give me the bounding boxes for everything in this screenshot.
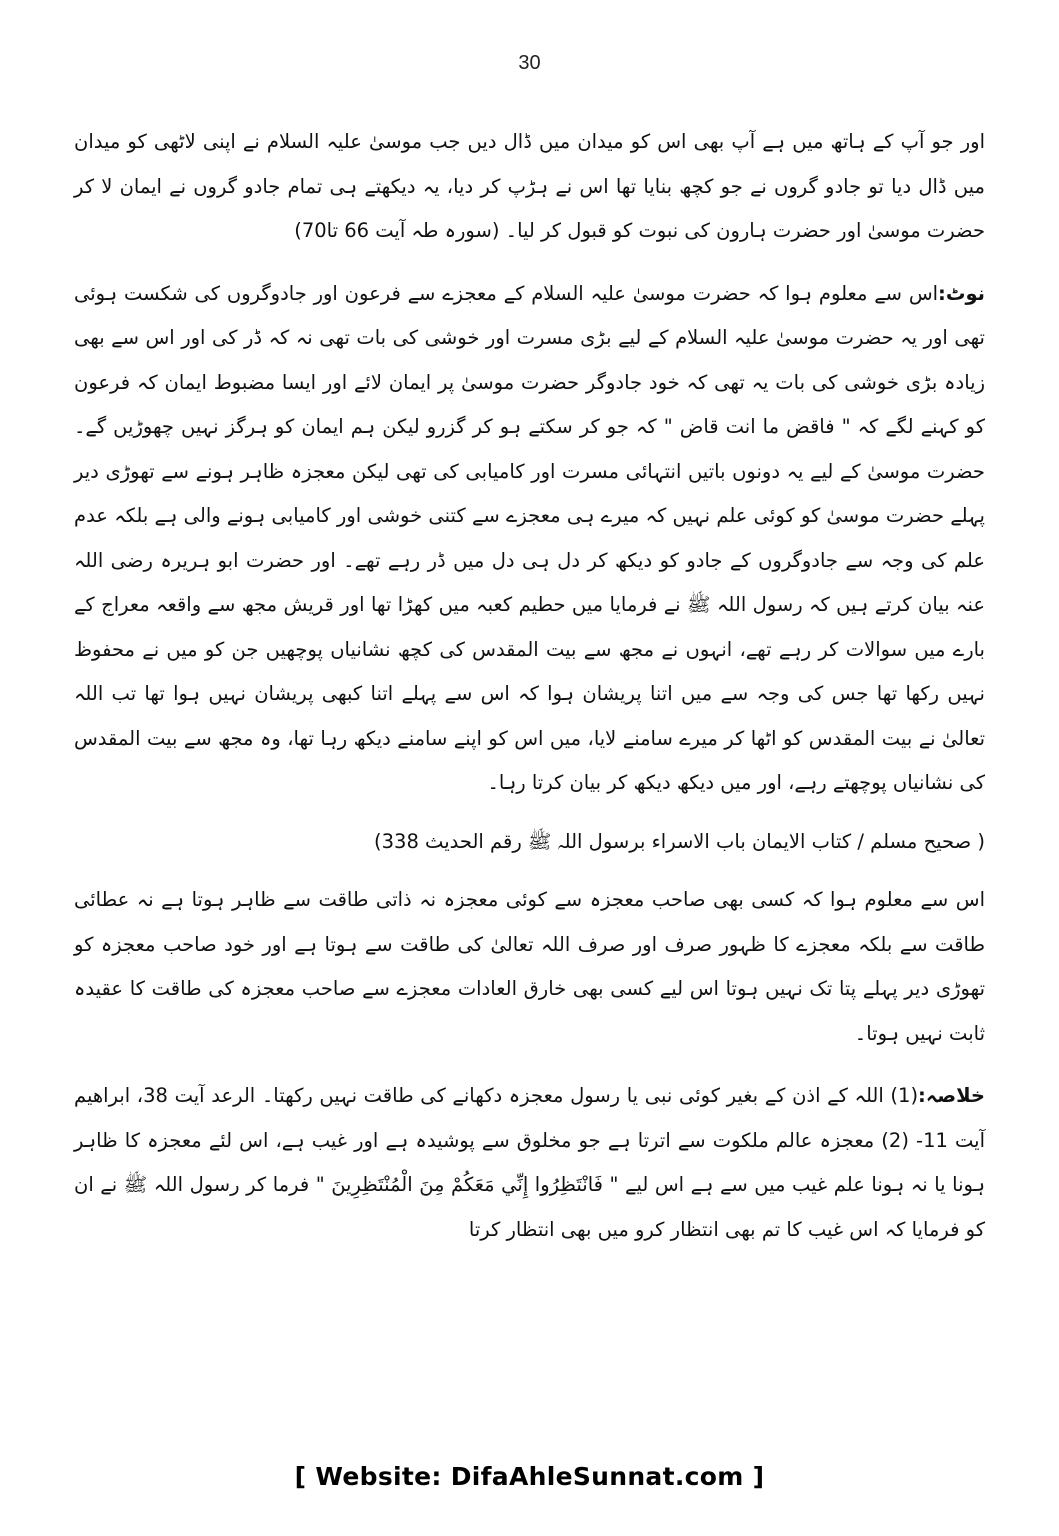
note-text: اس سے معلوم ہوا کہ حضرت موسیٰ علیہ السلام کے معجزے سے فرعون اور جادوگروں کی شکست ہوئی تھی اور یہ حضرت موسیٰ علیہ السلام کے لیے بڑی مسرت اور خوشی کی بات تھی نہ کہ ڈر کی اور اس سے بھی زیادہ بڑی خوشی کی بات یہ تھی کہ خود جادوگر حضرت موسیٰ پر ایمان لائے اور ایسا مضبوط ایمان کہ فرعون کو کہنے لگے کہ " فاقض ما انت قاض " کہ جو کر سکتے ہو کر گزرو لیکن ہم ایمان کو ہرگز نہیں چھوڑیں گے۔ حضرت موسیٰ کے لیے یہ دونوں باتیں انتہائی مسرت اور کامیابی کی تھی لیکن معجزہ ظاہر ہونے سے تھوڑی دیر پہلے حضرت موسیٰ کو کوئی علم نہیں کہ میرے ہی معجزے سے کتنی خوشی اور کامیابی ہونے والی ہے بلکہ عدم علم کی وجہ سے جادوگروں کے جادو کو دیکھ کر دل ہی دل میں ڈر رہے تھے۔ اور حضرت ابو ہریرہ رضی اللہ عنہ بیان کرتے ہیں کہ رسول اللہ ﷺ نے فرمایا میں حطیم کعبہ میں کھڑا تھا اور قریش مجھ سے واقعہ معراج کے بارے میں سوالات کر رہے تھے، انہوں نے مجھ سے بیت المقدس کی کچھ نشانیاں پوچھیں جن کو میں نے محفوظ نہیں رکھا تھا جس کی وجہ سے میں اتنا پریشان ہوا کہ اس سے پہلے اتنا کبھی پریشان نہیں ہوا تھا تب اللہ تعالیٰ نے بیت المقدس کو اٹھا کر میرے سامنے لایا، میں اس کو اپنے سامنے دیکھ رہا تھا، وہ مجھ سے بیت المقدس کی نشانیاں پوچھتے رہے، اور میں دیکھ دیکھ کر بیان کرتا رہا۔ — [74, 281, 985, 794]
website-footer: [ Website: DifaAhleSunnat.com ] — [294, 1462, 765, 1491]
paragraph-summary — [74, 1074, 985, 1252]
note-label: نوٹ: — [938, 281, 985, 305]
page-number: 30 — [518, 52, 541, 74]
paragraph-1: اور جو آپ کے ہاتھ میں ہے آپ بھی اس کو میدان میں ڈال دیں جب موسیٰ علیہ السلام نے اپنی لاٹھی کو میدان میں ڈال دیا تو جادو گروں نے جو کچھ بنایا تھا اس نے ہڑپ کر دیا، یہ دیکھتے ہی تمام جادو گروں نے ایمان لا کر حضرت موسیٰ اور حضرت ہارون کی نبوت کو قبول کر لیا۔ (سورہ طہ آیت 66 تا70) — [74, 130, 985, 242]
paragraph-note — [74, 272, 985, 806]
summary-text: (1) اللہ کے اذن کے بغیر کوئی نبی یا رسول معجزہ دکھانے کی طاقت نہیں رکھتا۔ الرعد آیت 38، ابراھیم آیت 11- (2) معجزہ عالم ملکوت سے اترتا ہے جو مخلوق سے پوشیدہ ہے اور غیب ہے، اس لئے معجزہ کا ظاہر ہونا یا نہ ہونا علم غیب میں سے ہے اس لیے " فَانْتَظِرُوا إِنِّي مَعَكُمْ مِنَ الْمُنْتَظِرِينَ " فرما کر رسول اللہ ﷺ نے ان کو فرمایا کہ اس غیب کا تم بھی انتظار کرو میں بھی انتظار کرتا — [74, 1084, 986, 1241]
paragraph-conclusion: اس سے معلوم ہوا کہ کسی بھی صاحب معجزہ سے کوئی معجزہ نہ ذاتی طاقت سے ظاہر ہوتا ہے نہ عطائی طاقت سے بلکہ معجزے کا ظہور صرف اور صرف اللہ تعالیٰ کی طاقت سے ہوتا ہے اور خود صاحب معجزہ کو تھوڑی دیر پہلے پتا تک نہیں ہوتا اس لیے کسی بھی خارق العادات معجزے سے صاحب معجزہ کی طاقت کا عقیدہ ثابت نہیں ہوتا۔ — [74, 888, 985, 1045]
hadith-citation: ( صحیح مسلم / کتاب الایمان باب الاسراء برسول اللہ ﷺ رقم الحدیث 338) — [374, 829, 985, 853]
summary-label: خلاصہ: — [918, 1084, 985, 1107]
page-body — [74, 120, 985, 1252]
